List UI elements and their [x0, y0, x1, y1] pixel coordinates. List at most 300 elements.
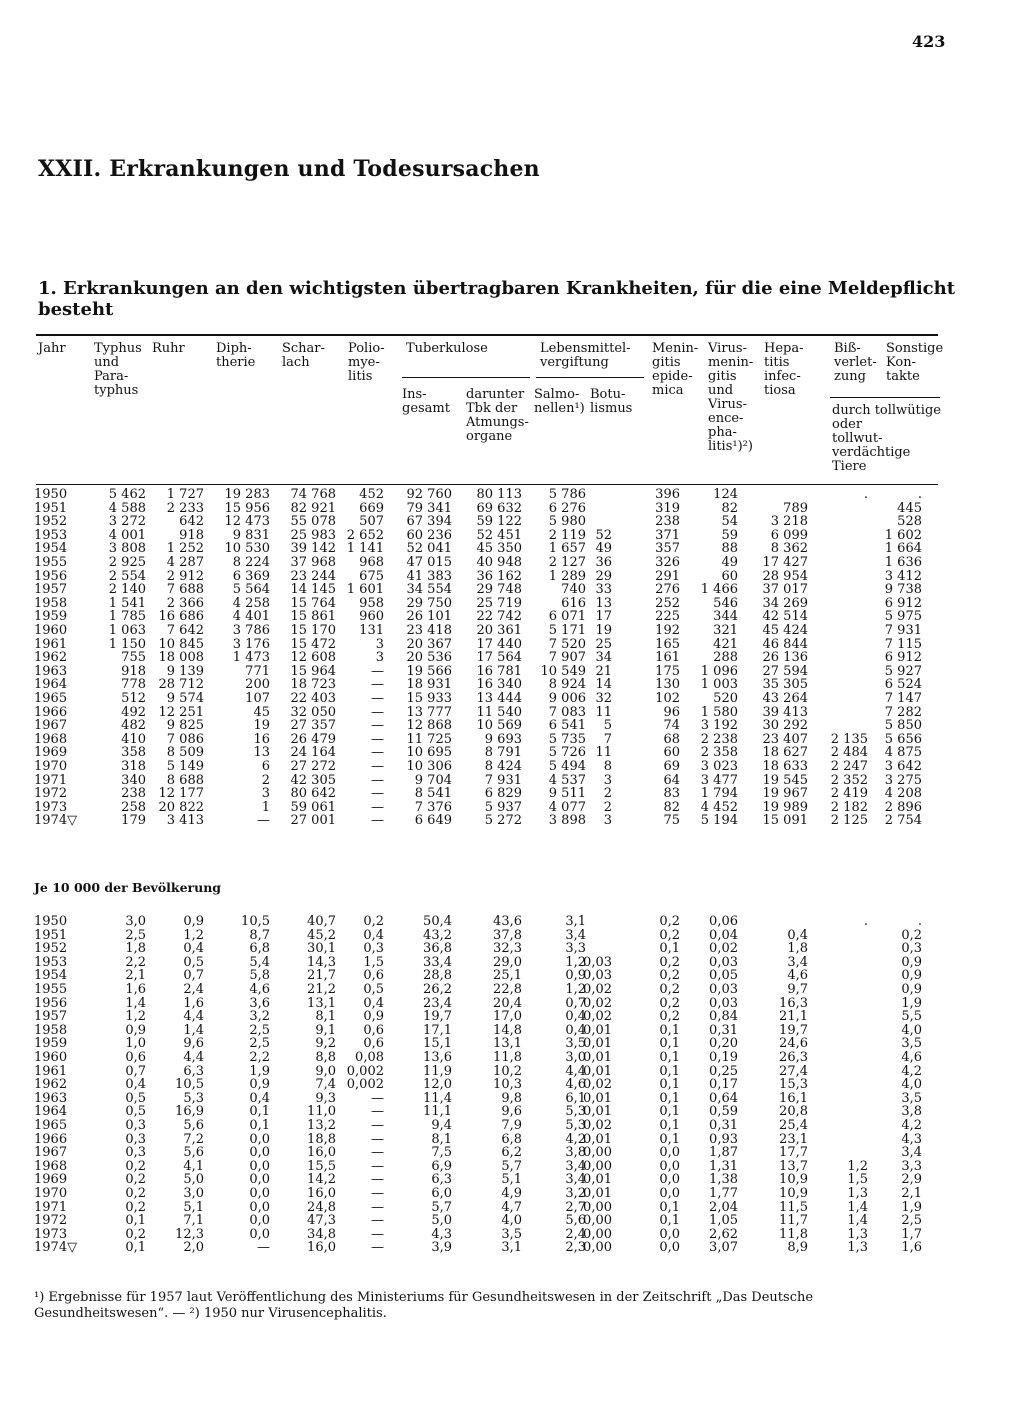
cell-scharlach: 32 050 [290, 704, 336, 720]
cell-typhus: 1 150 [108, 636, 146, 652]
cell-hepatitis: 30 292 [762, 718, 808, 734]
cell-typhus: 512 [121, 691, 146, 706]
cell-diphtherie: 8,7 [249, 927, 270, 943]
cell-typhus: 0,1 [125, 1213, 146, 1229]
cell-diphtherie: 10 530 [224, 541, 270, 557]
cell-virusmeningitis: 2,62 [709, 1226, 738, 1242]
cell-virusmeningitis: 0,25 [709, 1063, 738, 1079]
cell-jahr: 1966 [34, 704, 68, 720]
cell-polio: 3 [375, 650, 384, 666]
cell-tb-atmung: 20,4 [493, 995, 522, 1011]
cell-salmonellen: 2,7 [565, 1199, 586, 1215]
cell-virusmeningitis: 1 096 [700, 663, 738, 679]
cell-hepatitis: 15,3 [779, 1077, 808, 1093]
cell-sonstige: . [917, 914, 922, 929]
cell-jahr: 1952 [34, 514, 68, 530]
cell-tb-atmung: 10,3 [493, 1077, 522, 1093]
cell-jahr: 1965 [34, 691, 68, 706]
tollwut-underline [830, 397, 940, 398]
cell-botulismus: 0,01 [583, 1172, 612, 1188]
cell-botulismus: 0,01 [583, 1050, 612, 1065]
cell-sonstige: 2,1 [901, 1186, 922, 1201]
cell-tb-insgesamt: 11,9 [423, 1063, 452, 1079]
cell-polio: — [371, 1118, 384, 1133]
cell-sonstige: 0,9 [901, 954, 922, 970]
cell-diphtherie: 3 786 [232, 623, 270, 638]
cell-polio: — [371, 745, 384, 761]
cell-ruhr: 5,6 [183, 1118, 204, 1133]
cell-jahr: 1973 [34, 1226, 68, 1242]
cell-sonstige: 4,0 [901, 1022, 922, 1038]
cell-scharlach: 23 244 [290, 568, 336, 584]
cell-botulismus: 3 [603, 772, 612, 788]
cell-jahr: 1962 [34, 1077, 68, 1093]
cell-scharlach: 47,3 [307, 1213, 336, 1229]
cell-tb-insgesamt: 10 306 [406, 759, 452, 774]
cell-typhus: 0,2 [125, 1199, 146, 1215]
cell-bissverletzung: 1,5 [847, 1172, 868, 1188]
cell-sonstige: 6 912 [884, 595, 922, 611]
cell-botulismus: 0,01 [583, 1186, 612, 1201]
cell-hepatitis: 25,4 [779, 1118, 808, 1133]
cell-scharlach: 55 078 [290, 514, 336, 530]
cell-ruhr: 20 822 [158, 799, 204, 815]
cell-tb-insgesamt: 52 041 [406, 541, 452, 557]
cell-hepatitis: 1,8 [787, 941, 808, 957]
cell-tb-insgesamt: 5,7 [431, 1199, 452, 1215]
cell-jahr: 1974▽ [34, 813, 78, 829]
cell-polio: 0,3 [363, 941, 384, 957]
cell-bissverletzung: 2 247 [830, 759, 868, 774]
cell-typhus: 1,4 [125, 995, 146, 1011]
cell-meningitis: 0,2 [659, 982, 680, 997]
cell-tb-insgesamt: 13 777 [406, 704, 452, 720]
cell-tb-atmung: 6 829 [484, 786, 522, 802]
cell-meningitis: 0,1 [659, 1077, 680, 1093]
cell-botulismus: 0,01 [583, 1022, 612, 1038]
cell-sonstige: 2 754 [884, 813, 922, 829]
cell-diphtherie: 5 564 [232, 582, 270, 598]
cell-ruhr: 3 413 [166, 813, 204, 829]
cell-ruhr: 2,0 [183, 1240, 204, 1256]
cell-scharlach: 18 723 [290, 677, 336, 693]
cell-scharlach: 34,8 [307, 1226, 336, 1242]
cell-sonstige: 3,8 [901, 1104, 922, 1120]
cell-polio: 0,6 [363, 968, 384, 984]
cell-typhus: 2 554 [108, 568, 146, 584]
cell-virusmeningitis: 88 [721, 541, 738, 557]
cell-tb-atmung: 7,9 [501, 1118, 522, 1133]
cell-virusmeningitis: 0,03 [709, 982, 738, 997]
cell-salmonellen: 8 924 [548, 677, 586, 693]
cell-scharlach: 27 272 [290, 759, 336, 774]
cell-polio: 0,6 [363, 1022, 384, 1038]
cell-salmonellen: 2 119 [548, 527, 586, 543]
cell-jahr: 1964 [34, 677, 68, 693]
cell-jahr: 1957 [34, 1009, 68, 1025]
cell-scharlach: 24,8 [307, 1199, 336, 1215]
cell-scharlach: 42 305 [290, 772, 336, 788]
cell-ruhr: 2 912 [166, 568, 204, 584]
cell-tb-atmung: 9,8 [501, 1090, 522, 1106]
cell-polio: 958 [359, 595, 384, 611]
cell-typhus: 258 [121, 799, 146, 815]
cell-meningitis: 0,0 [659, 1172, 680, 1188]
cell-tb-atmung: 11 540 [476, 704, 522, 720]
header-bottom-rule [36, 484, 938, 485]
header-virusmeningitis: Virus- menin- gitis und Virus- ence- pha- litis¹)²) [708, 341, 754, 454]
cell-typhus: 0,3 [125, 1145, 146, 1161]
cell-jahr: 1965 [34, 1118, 68, 1133]
cell-sonstige: 1 664 [884, 541, 922, 557]
cell-hepatitis: 19 989 [762, 799, 808, 815]
cell-jahr: 1971 [34, 772, 68, 788]
cell-tb-insgesamt: 12 868 [406, 718, 452, 734]
cell-ruhr: 10 845 [158, 636, 204, 652]
cell-scharlach: 8,1 [315, 1009, 336, 1025]
cell-salmonellen: 1 657 [548, 541, 586, 557]
cell-scharlach: 21,2 [307, 982, 336, 997]
cell-hepatitis: 11,7 [779, 1213, 808, 1229]
cell-meningitis: 0,1 [659, 1050, 680, 1065]
cell-hepatitis: 37 017 [762, 582, 808, 598]
cell-meningitis: 130 [655, 677, 680, 693]
cell-virusmeningitis: 2,04 [709, 1199, 738, 1215]
cell-ruhr: 4 287 [166, 555, 204, 570]
cell-botulismus: 0,01 [583, 1131, 612, 1147]
cell-botulismus: 0,01 [583, 1036, 612, 1052]
cell-tb-insgesamt: 43,2 [423, 927, 452, 943]
cell-typhus: 340 [121, 772, 146, 788]
header-scharlach: Schar- lach [282, 341, 325, 370]
cell-jahr: 1972 [34, 786, 68, 802]
cell-polio: — [371, 691, 384, 706]
cell-sonstige: 4,6 [901, 1050, 922, 1065]
cell-botulismus: 11 [595, 704, 612, 720]
cell-salmonellen: 1 289 [548, 568, 586, 584]
cell-diphtherie: 0,0 [249, 1199, 270, 1215]
cell-typhus: 482 [121, 718, 146, 734]
cell-tb-insgesamt: 8 541 [414, 786, 452, 802]
cell-virusmeningitis: 1,87 [709, 1145, 738, 1161]
cell-meningitis: 0,1 [659, 1036, 680, 1052]
cell-virusmeningitis: 1 580 [700, 704, 738, 720]
cell-botulismus: 32 [595, 691, 612, 706]
cell-typhus: 3 272 [108, 514, 146, 530]
cell-polio: 0,9 [363, 1009, 384, 1025]
cell-sonstige: 4,2 [901, 1118, 922, 1133]
cell-ruhr: 28 712 [158, 677, 204, 693]
cell-ruhr: 7,2 [183, 1131, 204, 1147]
cell-scharlach: 15 170 [290, 623, 336, 638]
cell-typhus: 3 808 [108, 541, 146, 557]
cell-salmonellen: 5,6 [565, 1213, 586, 1229]
cell-ruhr: 2 366 [166, 595, 204, 611]
cell-meningitis: 291 [655, 568, 680, 584]
cell-ruhr: 9 574 [166, 691, 204, 706]
cell-tb-insgesamt: 29 750 [406, 595, 452, 611]
cell-botulismus: 34 [595, 650, 612, 666]
cell-diphtherie: 1,9 [249, 1063, 270, 1079]
cell-scharlach: 59 061 [290, 799, 336, 815]
cell-hepatitis: 27 594 [762, 663, 808, 679]
cell-jahr: 1969 [34, 745, 68, 761]
cell-sonstige: 1,9 [901, 1199, 922, 1215]
cell-sonstige: 7 282 [884, 704, 922, 720]
cell-meningitis: 165 [655, 636, 680, 652]
cell-typhus: 1,0 [125, 1036, 146, 1052]
cell-tb-atmung: 13,1 [493, 1036, 522, 1052]
cell-hepatitis: 3,4 [787, 954, 808, 970]
cell-bissverletzung: 1,4 [847, 1213, 868, 1229]
cell-botulismus: 0,00 [583, 1199, 612, 1215]
cell-hepatitis: 16,3 [779, 995, 808, 1011]
cell-bissverletzung: 1,2 [847, 1158, 868, 1174]
cell-scharlach: 14 145 [290, 582, 336, 598]
cell-hepatitis: 19 967 [762, 786, 808, 802]
cell-jahr: 1968 [34, 1158, 68, 1174]
cell-virusmeningitis: 60 [721, 568, 738, 584]
cell-scharlach: 11,0 [307, 1104, 336, 1120]
cell-meningitis: 74 [663, 718, 680, 734]
cell-salmonellen: 5 494 [548, 759, 586, 774]
cell-meningitis: 0,2 [659, 968, 680, 984]
cell-virusmeningitis: 0,06 [709, 914, 738, 929]
cell-sonstige: 0,9 [901, 982, 922, 997]
cell-jahr: 1970 [34, 759, 68, 774]
cell-hepatitis: 8 362 [770, 541, 808, 557]
cell-salmonellen: 3,2 [565, 1186, 586, 1201]
cell-typhus: 0,5 [125, 1104, 146, 1120]
cell-meningitis: 69 [663, 759, 680, 774]
cell-salmonellen: 5,3 [565, 1104, 586, 1120]
cell-virusmeningitis: 1 466 [700, 582, 738, 598]
cell-polio: — [371, 1145, 384, 1161]
cell-virusmeningitis: 59 [721, 527, 738, 543]
cell-salmonellen: 6 541 [548, 718, 586, 734]
cell-hepatitis: 13,7 [779, 1158, 808, 1174]
cell-virusmeningitis: 1,38 [709, 1172, 738, 1188]
cell-ruhr: 1,6 [183, 995, 204, 1011]
cell-meningitis: 0,0 [659, 1226, 680, 1242]
cell-jahr: 1951 [34, 500, 68, 516]
cell-diphtherie: 13 [253, 745, 270, 761]
cell-botulismus: 0,00 [583, 1158, 612, 1174]
cell-diphtherie: 200 [245, 677, 270, 693]
cell-jahr: 1956 [34, 995, 68, 1011]
cell-ruhr: 2 233 [166, 500, 204, 516]
cell-tb-insgesamt: 19 566 [406, 663, 452, 679]
cell-meningitis: 396 [655, 487, 680, 502]
cell-botulismus: 0,02 [583, 995, 612, 1011]
cell-sonstige: 5 975 [884, 609, 922, 625]
cell-tb-insgesamt: 34 554 [406, 582, 452, 598]
cell-scharlach: 13,2 [307, 1118, 336, 1133]
cell-diphtherie: 2,5 [249, 1036, 270, 1052]
cell-tb-atmung: 69 632 [476, 500, 522, 516]
cell-salmonellen: 6,1 [565, 1090, 586, 1106]
cell-salmonellen: 5 171 [548, 623, 586, 638]
cell-meningitis: 357 [655, 541, 680, 557]
cell-polio: 131 [359, 623, 384, 638]
cell-typhus: 1,2 [125, 1009, 146, 1025]
cell-tb-atmung: 36 162 [476, 568, 522, 584]
cell-meningitis: 319 [655, 500, 680, 516]
cell-sonstige: 3,5 [901, 1090, 922, 1106]
cell-diphtherie: 0,9 [249, 1077, 270, 1093]
cell-polio: — [371, 1131, 384, 1147]
cell-sonstige: 9 738 [884, 582, 922, 598]
cell-meningitis: 161 [655, 650, 680, 666]
cell-virusmeningitis: 0,19 [709, 1050, 738, 1065]
cell-tb-atmung: 17 564 [476, 650, 522, 666]
cell-typhus: 0,2 [125, 1158, 146, 1174]
cell-botulismus: 0,01 [583, 1063, 612, 1079]
cell-polio: — [371, 1158, 384, 1174]
cell-jahr: 1958 [34, 595, 68, 611]
cell-virusmeningitis: 1,05 [709, 1213, 738, 1229]
cell-tb-insgesamt: 6,9 [431, 1158, 452, 1174]
cell-meningitis: 64 [663, 772, 680, 788]
cell-typhus: 410 [121, 731, 146, 747]
cell-hepatitis: 18 633 [762, 759, 808, 774]
cell-tb-insgesamt: 20 536 [406, 650, 452, 666]
cell-sonstige: 5 927 [884, 663, 922, 679]
cell-ruhr: 0,7 [183, 968, 204, 984]
cell-salmonellen: 4,2 [565, 1131, 586, 1147]
cell-virusmeningitis: 0,31 [709, 1022, 738, 1038]
cell-hepatitis: 42 514 [762, 609, 808, 625]
cell-ruhr: 7 688 [166, 582, 204, 598]
cell-botulismus: 0,03 [583, 954, 612, 970]
cell-ruhr: 6,3 [183, 1063, 204, 1079]
cell-tb-atmung: 7 931 [484, 772, 522, 788]
cell-typhus: 2 140 [108, 582, 146, 598]
cell-meningitis: 0,1 [659, 1213, 680, 1229]
cell-tb-insgesamt: 36,8 [423, 941, 452, 957]
cell-typhus: 0,1 [125, 1240, 146, 1256]
cell-scharlach: 7,4 [315, 1077, 336, 1093]
cell-polio: — [371, 663, 384, 679]
cell-diphtherie: 45 [253, 704, 270, 720]
cell-scharlach: 45,2 [307, 927, 336, 943]
cell-hepatitis: 8,9 [787, 1240, 808, 1256]
header-tb-insgesamt: Ins- gesamt [402, 387, 450, 416]
cell-tb-atmung: 17,0 [493, 1009, 522, 1025]
cell-virusmeningitis: 82 [721, 500, 738, 516]
cell-hepatitis: 789 [783, 500, 808, 516]
cell-diphtherie: 3,6 [249, 995, 270, 1011]
cell-polio: 452 [359, 487, 384, 502]
cell-polio: 675 [359, 568, 384, 584]
cell-tb-atmung: 40 948 [476, 555, 522, 570]
cell-polio: 0,5 [363, 982, 384, 997]
cell-tb-insgesamt: 7,5 [431, 1145, 452, 1161]
cell-ruhr: 12 177 [158, 786, 204, 802]
cell-tb-atmung: 5,1 [501, 1172, 522, 1188]
cell-typhus: 0,3 [125, 1118, 146, 1133]
cell-tb-insgesamt: 15 933 [406, 691, 452, 706]
cell-diphtherie: 4 258 [232, 595, 270, 611]
cell-hepatitis: 17 427 [762, 555, 808, 570]
cell-bissverletzung: 2 484 [830, 745, 868, 761]
cell-hepatitis: 21,1 [779, 1009, 808, 1025]
cell-salmonellen: 4 537 [548, 772, 586, 788]
cell-jahr: 1968 [34, 731, 68, 747]
cell-virusmeningitis: 0,64 [709, 1090, 738, 1106]
cell-tb-insgesamt: 10 695 [406, 745, 452, 761]
cell-typhus: 1 063 [108, 623, 146, 638]
cell-salmonellen: 3,4 [565, 927, 586, 943]
cell-ruhr: 3,0 [183, 1186, 204, 1201]
cell-typhus: 1 541 [108, 595, 146, 611]
cell-tb-insgesamt: 12,0 [423, 1077, 452, 1093]
cell-salmonellen: 10 549 [540, 663, 586, 679]
cell-typhus: 2,1 [125, 968, 146, 984]
cell-botulismus: 8 [603, 759, 612, 774]
cell-jahr: 1950 [34, 487, 68, 502]
cell-diphtherie: 1 [261, 799, 270, 815]
cell-sonstige: 3,5 [901, 1036, 922, 1052]
cell-meningitis: 0,0 [659, 1240, 680, 1256]
cell-bissverletzung: 2 182 [830, 799, 868, 815]
header-tuberkulose: Tuberkulose [406, 341, 488, 356]
cell-scharlach: 16,0 [307, 1186, 336, 1201]
cell-botulismus: 52 [595, 527, 612, 543]
cell-sonstige: 0,3 [901, 941, 922, 957]
cell-botulismus: 3 [603, 813, 612, 829]
cell-meningitis: 0,2 [659, 995, 680, 1011]
cell-scharlach: 9,1 [315, 1022, 336, 1038]
cell-tb-atmung: 6,2 [501, 1145, 522, 1161]
cell-salmonellen: 3 898 [548, 813, 586, 829]
cell-diphtherie: 12 473 [224, 514, 270, 530]
cell-sonstige: 5,5 [901, 1009, 922, 1025]
cell-jahr: 1963 [34, 663, 68, 679]
cell-typhus: 1,8 [125, 941, 146, 957]
header-jahr: Jahr [38, 341, 66, 356]
cell-sonstige: 7 147 [884, 691, 922, 706]
cell-meningitis: 0,2 [659, 1009, 680, 1025]
cell-typhus: 179 [121, 813, 146, 829]
cell-ruhr: 9 825 [166, 718, 204, 734]
cell-hepatitis: 9,7 [787, 982, 808, 997]
header-bissverletzung: Biß- verlet- zung [834, 341, 877, 384]
cell-diphtherie: 0,0 [249, 1172, 270, 1188]
cell-botulismus: 2 [603, 786, 612, 802]
tuberkulose-underline [402, 377, 530, 378]
cell-typhus: 1,6 [125, 982, 146, 997]
header-diphtherie: Diph- therie [216, 341, 256, 370]
cell-scharlach: 15 861 [290, 609, 336, 625]
cell-hepatitis: 24,6 [779, 1036, 808, 1052]
cell-tb-insgesamt: 92 760 [406, 487, 452, 502]
cell-tb-insgesamt: 19,7 [423, 1009, 452, 1025]
cell-salmonellen: 5 726 [548, 745, 586, 761]
cell-salmonellen: 3,8 [565, 1145, 586, 1161]
cell-typhus: 492 [121, 704, 146, 720]
cell-polio: 0,002 [346, 1063, 384, 1079]
cell-meningitis: 238 [655, 514, 680, 530]
cell-diphtherie: 0,0 [249, 1158, 270, 1174]
cell-scharlach: 30,1 [307, 941, 336, 957]
cell-botulismus: 17 [595, 609, 612, 625]
cell-virusmeningitis: 1,77 [709, 1186, 738, 1201]
cell-scharlach: 12 608 [290, 650, 336, 666]
cell-polio: 0,6 [363, 1036, 384, 1052]
cell-virusmeningitis: 321 [713, 623, 738, 638]
cell-tb-insgesamt: 5,0 [431, 1213, 452, 1229]
